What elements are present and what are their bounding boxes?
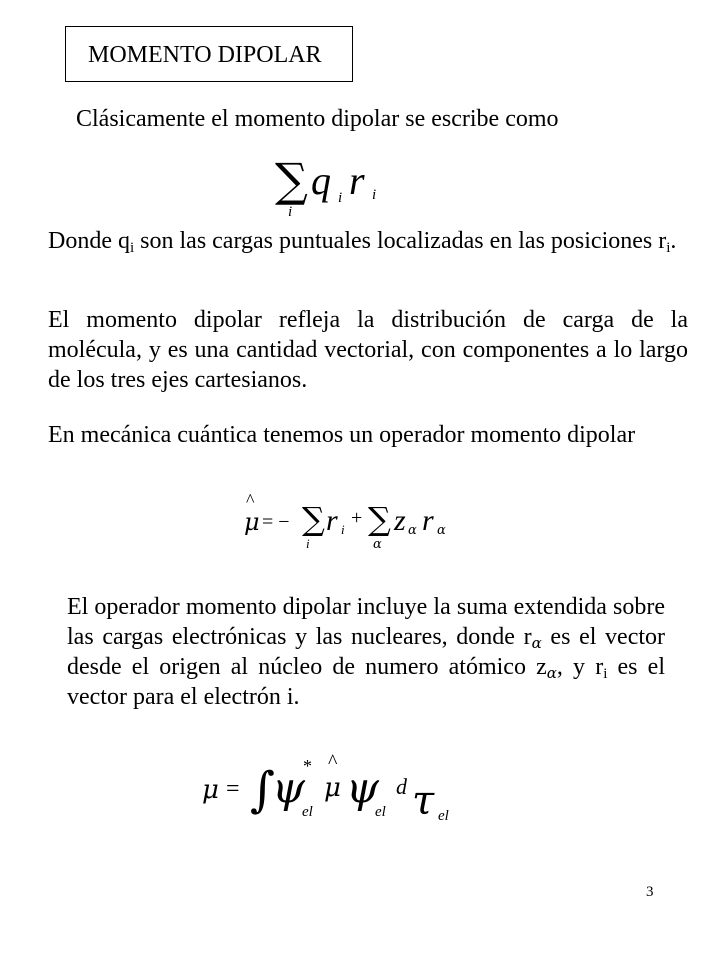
- psi-symbol-2: ψ: [346, 763, 379, 812]
- page-number: 3: [646, 884, 654, 900]
- intro-text: Clásicamente el momento dipolar se escribe como: [76, 106, 559, 132]
- title-box: [65, 26, 353, 82]
- r-variable: r: [326, 504, 338, 537]
- star-superscript: *: [303, 756, 312, 776]
- q-subscript: i: [338, 190, 343, 206]
- sum-index-2: α: [373, 537, 382, 552]
- formula-dipole-operator: [240, 490, 455, 552]
- sum-index: i: [288, 204, 293, 220]
- r-variable: r: [349, 158, 365, 203]
- q-variable: q: [311, 158, 331, 203]
- sum-symbol: ∑: [275, 156, 308, 207]
- integral-symbol: ∫: [250, 762, 276, 818]
- equals-minus: = −: [262, 511, 290, 533]
- paragraph-quantum: En mecánica cuántica tenemos un operador momento dipolar: [48, 422, 636, 448]
- psi-symbol-1: ψ: [272, 763, 305, 812]
- mu-hat-symbol: μ: [324, 773, 341, 803]
- sum-symbol-1: ∑: [302, 500, 325, 538]
- paragraph-charges: Donde $q_i$ son las cargas puntuales localizadas en las posiciones $r_i$.: [48, 228, 677, 256]
- z-variable: z: [394, 504, 406, 537]
- hat-symbol: ^: [328, 751, 338, 773]
- mu-symbol: μ: [202, 775, 219, 805]
- sum-index-1: i: [306, 536, 310, 551]
- mu-symbol: μ: [244, 508, 260, 536]
- paragraph-operator: El operador momento dipolar incluye la suma extendida sobre las cargas electrónicas y las nucleares, donde $r_\alpha$ es el vector desde el origen al núcleo de numero atómico $z_\alpha$, y $r_i$ es el vector para el electrón i.: [67, 594, 666, 710]
- z-subscript: α: [408, 523, 417, 538]
- psi-subscript-1: el: [302, 804, 313, 820]
- tau-subscript: el: [438, 808, 449, 824]
- paragraph-distribution: El momento dipolar refleja la distribución de carga de la molécula, y es una cantidad vectorial, con componentes a lo largo de los tres ejes cartesianos.: [48, 307, 688, 393]
- formula-sum-qr: [275, 156, 395, 222]
- r-alpha-subscript: α: [437, 523, 446, 538]
- formula-dipole-integral: [200, 750, 462, 826]
- tau-symbol: τ: [412, 778, 435, 824]
- hat-symbol: ^: [246, 490, 255, 510]
- sum-symbol-2: ∑: [368, 500, 391, 538]
- page-title: MOMENTO DIPOLAR: [88, 42, 322, 68]
- r-subscript: i: [341, 522, 345, 537]
- psi-subscript-2: el: [375, 804, 386, 820]
- equals-sign: =: [226, 776, 240, 802]
- r-subscript: i: [372, 187, 377, 203]
- plus-sign: +: [351, 507, 363, 529]
- r-alpha-variable: r: [422, 504, 434, 537]
- d-symbol: d: [396, 774, 407, 799]
